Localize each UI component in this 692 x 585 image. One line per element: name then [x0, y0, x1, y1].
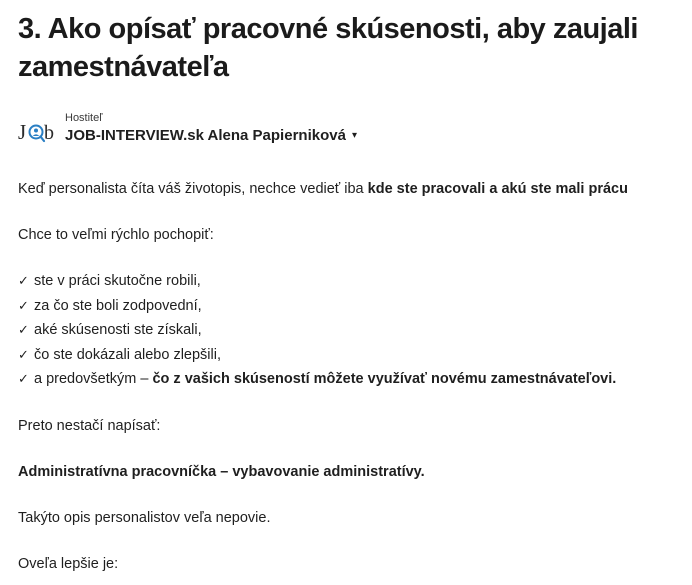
check-icon: ✓ — [18, 346, 29, 362]
checklist — [18, 269, 688, 392]
check-icon: ✓ — [18, 273, 29, 288]
example-bad-paragraph — [18, 460, 688, 484]
host-text — [65, 111, 357, 146]
host-name[interactable]: JOB-INTERVIEW.sk Alena Papierniková — [65, 127, 346, 144]
article — [18, 0, 688, 576]
intro-bold: kde ste pracovali a akú ste mali prácu — [367, 181, 628, 197]
check-icon: ✓ — [18, 322, 29, 337]
list-item-text: aké skúsenosti ste získali, — [34, 322, 202, 338]
list-item-text: a predovšetkým – — [34, 371, 153, 387]
list-item-text: za čo ste boli zodpovední, — [34, 297, 202, 314]
not-enough-paragraph: Preto nestačí napísať: — [18, 417, 161, 434]
host-caption: Hostiteľ — [65, 112, 103, 124]
host-name-row[interactable] — [65, 126, 357, 146]
list-item-bold: čo z vašich skúseností môžete využívať novému zamestnávateľovi. — [152, 371, 617, 387]
intro-text: Keď personalista číta váš životopis, nechce vedieť iba — [18, 181, 368, 197]
list-item-text: čo ste dokázali alebo zlepšili, — [34, 346, 221, 363]
list-item — [18, 367, 688, 392]
list-item — [18, 294, 688, 319]
intro-paragraph — [18, 177, 688, 201]
list-item — [18, 318, 688, 343]
job-logo[interactable] — [18, 117, 58, 147]
example-bad: Administratívna pracovníčka – vybavovanie administratívy. — [18, 463, 425, 480]
host-block — [18, 111, 688, 151]
chevron-down-icon[interactable]: ▾ — [351, 130, 357, 141]
svg-text:b: b — [44, 122, 54, 144]
list-item — [18, 343, 688, 368]
list-item-text: ste v práci skutočne robili, — [34, 273, 201, 289]
lead-paragraph: Chce to veľmi rýchlo pochopiť: — [18, 227, 214, 243]
comment-paragraph: Takýto opis personalistov veľa nepovie. — [18, 509, 271, 526]
check-icon: ✓ — [18, 371, 29, 386]
job-logo-icon — [18, 117, 58, 147]
svg-text:J: J — [18, 120, 27, 144]
better-paragraph: Oveľa lepšie je: — [18, 555, 119, 572]
list-item — [18, 269, 688, 294]
check-icon: ✓ — [18, 297, 29, 313]
article-title: 3. Ako opísať pracovné skúsenosti, aby zaujali zamestnávateľa — [18, 13, 638, 83]
